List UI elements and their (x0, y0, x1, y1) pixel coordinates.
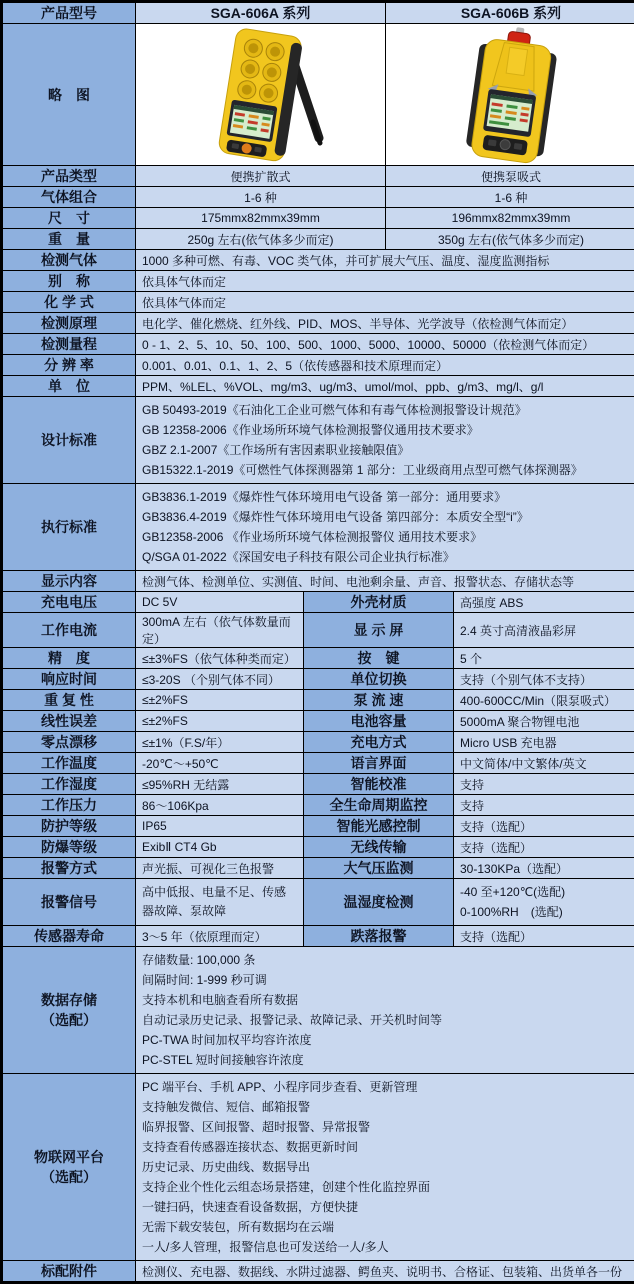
spec-label: 报警信号 (3, 879, 136, 926)
gas-detector-pump-icon (391, 26, 631, 164)
spec-value: 5000mA 聚合物锂电池 (454, 711, 634, 732)
table-row (3, 774, 634, 795)
spec-label: 电池容量 (304, 711, 454, 732)
table-row-exec-standards (3, 484, 634, 571)
spec-label: 报警方式 (3, 858, 136, 879)
spec-value: 支持 (454, 795, 634, 816)
feature-line: 支持本机和电脑查看所有数据 (142, 990, 630, 1010)
table-row (3, 711, 634, 732)
feature-line: 支持触发微信、短信、邮箱报警 (142, 1097, 630, 1117)
spec-value: 支持（选配） (454, 837, 634, 858)
spec-value: 电化学、催化燃烧、红外线、PID、MOS、半导体、光学波导（依检测气体而定） (136, 313, 634, 334)
spec-value: 30-130KPa（选配） (454, 858, 634, 879)
spec-value-b: 1-6 种 (386, 187, 634, 208)
spec-label: 防爆等级 (3, 837, 136, 858)
spec-label: 工作压力 (3, 795, 136, 816)
standard-line: Q/SGA 01-2022《深国安电子科技有限公司企业执行标准》 (142, 547, 630, 567)
table-row-sketch (3, 24, 634, 166)
spec-value: 支持（选配） (454, 816, 634, 837)
spec-value: 86～106Kpa (136, 795, 304, 816)
table-row (3, 166, 634, 187)
spec-label: 传感器寿命 (3, 926, 136, 947)
spec-label: 智能校准 (304, 774, 454, 795)
table-row (3, 271, 634, 292)
spec-label: 全生命周期监控 (304, 795, 454, 816)
spec-value: 依具体气体而定 (136, 271, 634, 292)
spec-value: 支持（个别气体不支持） (454, 669, 634, 690)
spec-value: ExibⅡ CT4 Gb (136, 837, 304, 858)
spec-label: 精 度 (3, 648, 136, 669)
paired-spec-table (2, 591, 634, 947)
general-spec-table (2, 249, 634, 592)
spec-label: 工作温度 (3, 753, 136, 774)
spec-label: 温湿度检测 (304, 879, 454, 926)
spec-value-line: 0-100%RH (选配) (460, 902, 630, 922)
table-row (3, 334, 634, 355)
feature-line: 一键扫码，快速查看设备数据，方便快捷 (142, 1197, 630, 1217)
spec-label-line: （选配） (5, 1010, 133, 1030)
feature-line: 临界报警、区间报警、超时报警、异常报警 (142, 1117, 630, 1137)
spec-value-a: 1-6 种 (136, 187, 386, 208)
table-row (3, 753, 634, 774)
header-model-b: SGA-606B 系列 (386, 3, 634, 24)
spec-label: 重 量 (3, 229, 136, 250)
temp-humidity-values (454, 879, 634, 926)
spec-value-b: 350g 左右(依气体多少而定) (386, 229, 634, 250)
table-row (3, 187, 634, 208)
spec-label: 单位切换 (304, 669, 454, 690)
spec-label: 显示内容 (3, 571, 136, 592)
spec-label: 分 辨 率 (3, 355, 136, 376)
spec-label: 化 学 式 (3, 292, 136, 313)
spec-label: 显 示 屏 (304, 613, 454, 648)
standard-line: GB 50493-2019《石油化工企业可燃气体和有毒气体检测报警设计规范》 (142, 400, 630, 420)
spec-value: 0 - 1、2、5、10、50、100、500、1000、5000、10000、50000（依检测气体而定） (136, 334, 634, 355)
table-row (3, 669, 634, 690)
spec-label: 重 复 性 (3, 690, 136, 711)
spec-label: 执行标准 (3, 484, 136, 571)
spec-value: 检测气体、检测单位、实测值、时间、电池剩余量、声音、报警状态、存储状态等 (136, 571, 634, 592)
table-row (3, 926, 634, 947)
feature-line: 支持查看传感器连接状态、数据更新时间 (142, 1137, 630, 1157)
spec-label: 气体组合 (3, 187, 136, 208)
standard-line: GB3836.1-2019《爆炸性气体环境用电气设备 第一部分：通用要求》 (142, 487, 630, 507)
feature-line: PC-STEL 短时间接触容许浓度 (142, 1050, 630, 1070)
feature-line: 历史记录、历史曲线、数据导出 (142, 1157, 630, 1177)
table-row (3, 571, 634, 592)
spec-value-a: 便携扩散式 (136, 166, 386, 187)
spec-label: 尺 寸 (3, 208, 136, 229)
spec-value: IP65 (136, 816, 304, 837)
table-row (3, 592, 634, 613)
table-row (3, 613, 634, 648)
spec-label: 跌落报警 (304, 926, 454, 947)
gas-detector-diffusion-icon (141, 26, 381, 164)
spec-label: 智能光感控制 (304, 816, 454, 837)
spec-label: 泵 流 速 (304, 690, 454, 711)
standard-line: GB15322.1-2019《可燃性气体探测器第 1 部分：工业级商用点型可燃气体探测器》 (142, 460, 630, 480)
spec-value-b: 196mmx82mmx39mm (386, 208, 634, 229)
spec-value: PPM、%LEL、%VOL、mg/m3、ug/m3、umol/mol、ppb、g/m3、mg/l、g/l (136, 376, 634, 397)
spec-value: 声光振、可视化三色报警 (136, 858, 304, 879)
spec-label-data-storage (3, 947, 136, 1074)
spec-label: 检测量程 (3, 334, 136, 355)
exec-standards-list (136, 484, 634, 571)
spec-label: 线性误差 (3, 711, 136, 732)
feature-line: PC-TWA 时间加权平均容许浓度 (142, 1030, 630, 1050)
spec-value-b: 便携泵吸式 (386, 166, 634, 187)
spec-value: 1000 多种可燃、有毒、VOC 类气体，并可扩展大气压、温度、湿度监测指标 (136, 250, 634, 271)
spec-label-iot-platform (3, 1074, 136, 1261)
design-standards-list (136, 397, 634, 484)
table-row (3, 858, 634, 879)
standard-line: GB12358-2006 《作业场所环境气体检测报警仪 通用技术要求》 (142, 527, 630, 547)
spec-label-line: 数据存储 (5, 990, 133, 1010)
spec-label: 检测原理 (3, 313, 136, 334)
spec-value: Micro USB 充电器 (454, 732, 634, 753)
table-row (3, 795, 634, 816)
spec-value: 检测仪、充电器、数据线、水阱过滤器、鳄鱼夹、说明书、合格证、包装箱、出货单各一份 (136, 1261, 634, 1282)
spec-value: 3～5 年（依原理而定） (136, 926, 304, 947)
table-row (3, 376, 634, 397)
table-row (3, 355, 634, 376)
sketch-label: 略 图 (3, 24, 136, 166)
spec-value: ≤±3%FS（依气体种类而定） (136, 648, 304, 669)
spec-label: 充电方式 (304, 732, 454, 753)
spec-label: 语言界面 (304, 753, 454, 774)
spec-value: 支持 (454, 774, 634, 795)
table-row (3, 313, 634, 334)
feature-line: 无需下载安装包，所有数据均在云端 (142, 1217, 630, 1237)
standard-line: GB 12358-2006《作业场所环境气体检测报警仪通用技术要求》 (142, 420, 630, 440)
spec-label: 无线传输 (304, 837, 454, 858)
spec-value: 400-600CC/Min（限泵吸式） (454, 690, 634, 711)
spec-label: 外壳材质 (304, 592, 454, 613)
spec-label: 防护等级 (3, 816, 136, 837)
feature-line: 支持企业个性化云组态场景搭建，创建个性化监控界面 (142, 1177, 630, 1197)
spec-value: 支持（选配） (454, 926, 634, 947)
spec-value: 2.4 英寸高清液晶彩屏 (454, 613, 634, 648)
table-row (3, 690, 634, 711)
spec-value: 依具体气体而定 (136, 292, 634, 313)
table-row (3, 250, 634, 271)
spec-value: ≤±2%FS (136, 690, 304, 711)
table-row (3, 229, 634, 250)
table-row (3, 837, 634, 858)
table-row-accessories (3, 1261, 634, 1282)
spec-label: 充电电压 (3, 592, 136, 613)
spec-value: ≤±2%FS (136, 711, 304, 732)
spec-value: 300mA 左右（依气体数量而定） (136, 613, 304, 648)
table-row (3, 3, 634, 24)
feature-line: 存储数量: 100,000 条 (142, 950, 630, 970)
table-row-design-standards (3, 397, 634, 484)
spec-label: 设计标准 (3, 397, 136, 484)
table-row (3, 648, 634, 669)
iot-platform-list (136, 1074, 634, 1261)
header-model-a: SGA-606A 系列 (136, 3, 386, 24)
spec-value: ≤95%RH 无结露 (136, 774, 304, 795)
standard-line: GB3836.4-2019《爆炸性气体环境用电气设备 第四部分：本质安全型“i”》 (142, 507, 630, 527)
spec-value: DC 5V (136, 592, 304, 613)
table-row (3, 732, 634, 753)
device-a-image-cell (136, 24, 386, 166)
table-row (3, 292, 634, 313)
spec-label: 零点漂移 (3, 732, 136, 753)
table-row-iot-platform (3, 1074, 634, 1261)
spec-label: 别 称 (3, 271, 136, 292)
spec-label-line: （选配） (5, 1167, 133, 1187)
spec-value: ≤±1%（F.S/年） (136, 732, 304, 753)
spec-value: 中文简体/中文繁体/英文 (454, 753, 634, 774)
header-product-model-label: 产品型号 (3, 3, 136, 24)
table-row (3, 816, 634, 837)
device-b-image-cell (386, 24, 634, 166)
spec-value: 高强度 ABS (454, 592, 634, 613)
spec-label: 标配附件 (3, 1261, 136, 1282)
table-row (3, 208, 634, 229)
table-row-alarm-signal (3, 879, 634, 926)
standard-line: GBZ 2.1-2007《工作场所有害因素职业接触限值》 (142, 440, 630, 460)
spec-label: 产品类型 (3, 166, 136, 187)
spec-value: ≤3-20S （个别气体不同） (136, 669, 304, 690)
spec-value: -20℃～+50℃ (136, 753, 304, 774)
spec-label: 单 位 (3, 376, 136, 397)
spec-label: 检测气体 (3, 250, 136, 271)
spec-label: 工作电流 (3, 613, 136, 648)
spec-value: 高中低报、电量不足、传感器故障、泵故障 (136, 879, 304, 926)
spec-value-a: 175mmx82mmx39mm (136, 208, 386, 229)
spec-label: 按 键 (304, 648, 454, 669)
spec-value-a: 250g 左右(依气体多少而定) (136, 229, 386, 250)
spec-label: 工作湿度 (3, 774, 136, 795)
top-section-table (2, 2, 634, 250)
feature-line: 间隔时间: 1-999 秒可调 (142, 970, 630, 990)
feature-line: PC 端平台、手机 APP、小程序同步查看、更新管理 (142, 1077, 630, 1097)
spec-value: 0.001、0.01、0.1、1、2、5（依传感器和技术原理而定） (136, 355, 634, 376)
spec-value: 5 个 (454, 648, 634, 669)
data-storage-list (136, 947, 634, 1074)
table-row-data-storage (3, 947, 634, 1074)
feature-line: 自动记录历史记录、报警记录、故障记录、开关机时间等 (142, 1010, 630, 1030)
spec-label: 大气压监测 (304, 858, 454, 879)
bottom-section-table (2, 946, 634, 1282)
spec-value-line: -40 至+120℃(选配) (460, 882, 630, 902)
spec-label: 响应时间 (3, 669, 136, 690)
spec-label-line: 物联网平台 (5, 1147, 133, 1167)
feature-line: 一人/多人管理，报警信息也可发送给一人/多人 (142, 1237, 630, 1257)
